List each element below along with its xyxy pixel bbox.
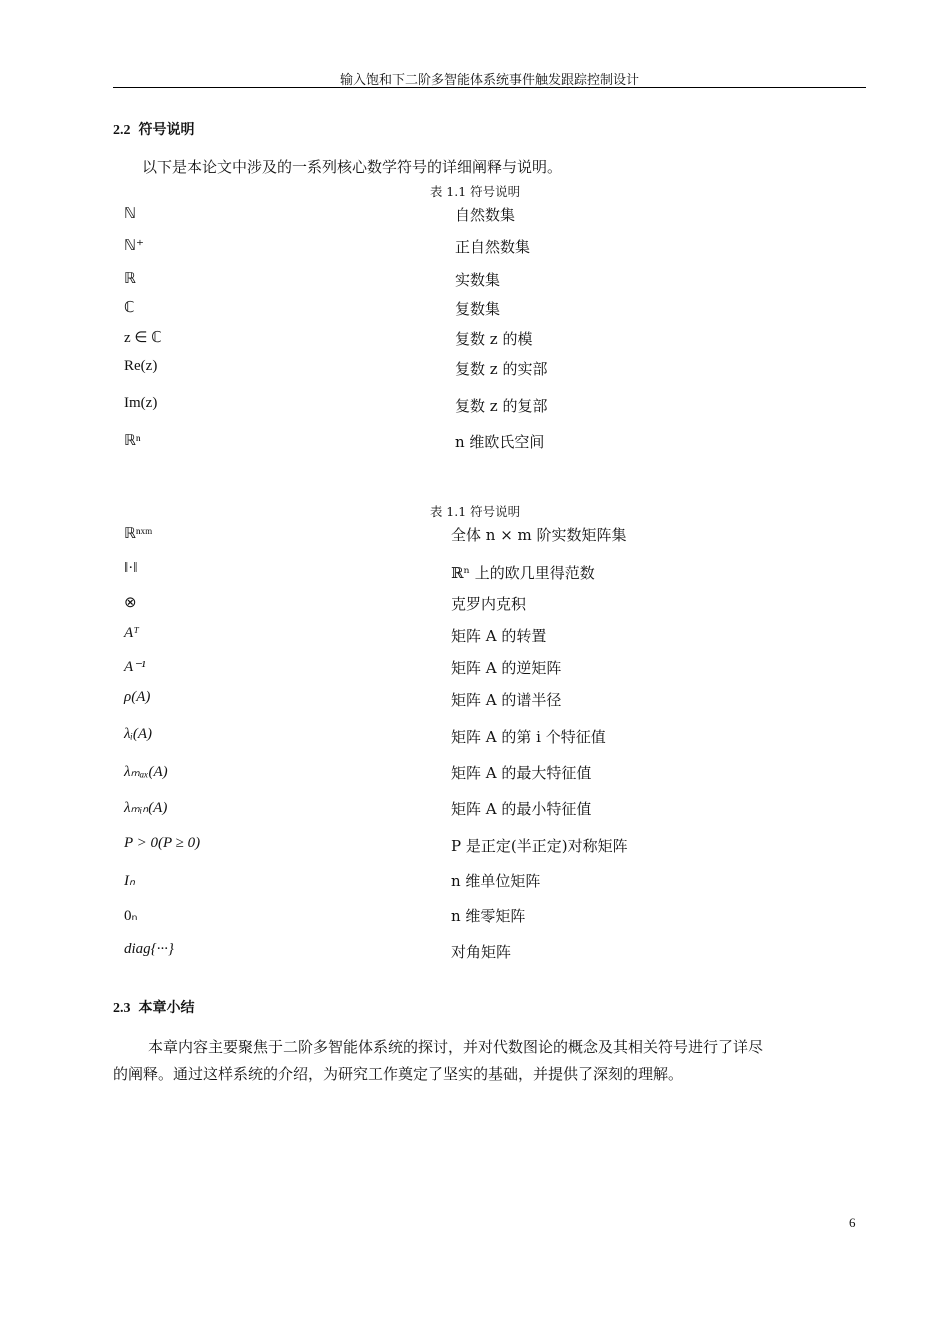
table-row-symbol: λₘᵢₙ(A) bbox=[124, 800, 168, 816]
table-row-symbol: ℕ bbox=[124, 206, 137, 222]
table-caption-1: 表 1.1 符号说明 bbox=[429, 184, 521, 199]
table-row-desc: n 维欧氏空间 bbox=[455, 433, 545, 451]
table-row-symbol: ‖·‖ bbox=[124, 560, 138, 576]
summary-line-2: 的阐释。通过这样系统的介绍，为研究工作奠定了坚实的基础，并提供了深刻的理解。 bbox=[113, 1065, 684, 1083]
table-row-symbol: 0ₙ bbox=[124, 908, 138, 924]
table-row-symbol: ρ(A) bbox=[124, 689, 151, 705]
table-row-desc: P 是正定(半正定)对称矩阵 bbox=[451, 837, 628, 855]
table-row-desc: 正自然数集 bbox=[455, 238, 531, 256]
section-number: 2.2 bbox=[113, 123, 131, 138]
table-row-desc: 自然数集 bbox=[455, 206, 516, 224]
table-row-symbol: z ∈ ℂ bbox=[124, 330, 162, 346]
table-row-symbol: diag{···} bbox=[124, 941, 174, 957]
section-heading-2-3 bbox=[113, 997, 195, 1017]
table-row-symbol: P > 0(P ≥ 0) bbox=[124, 835, 201, 851]
table-row-symbol: ℝⁿˣᵐ bbox=[124, 526, 153, 542]
table-row-symbol: ⊗ bbox=[124, 595, 137, 611]
section-title: 符号说明 bbox=[138, 122, 195, 138]
table-row-desc: 矩阵 A 的最大特征值 bbox=[451, 764, 592, 782]
table-row-desc: 复数 z 的实部 bbox=[455, 360, 548, 378]
table-row-symbol: λᵢ(A) bbox=[124, 726, 153, 742]
table-row-symbol: A⁻¹ bbox=[124, 659, 146, 675]
table-row-desc: 复数 z 的复部 bbox=[455, 397, 548, 415]
table-row-symbol: Im(z) bbox=[124, 395, 158, 411]
section-number: 2.3 bbox=[113, 1001, 131, 1016]
table-row-desc: 复数 z 的模 bbox=[455, 330, 533, 348]
section-heading-2-2 bbox=[113, 119, 195, 139]
table-row-desc: 复数集 bbox=[455, 300, 501, 318]
table-row-desc: n 维零矩阵 bbox=[451, 907, 526, 925]
table-row-symbol: Iₙ bbox=[124, 873, 135, 889]
page-number: 6 bbox=[849, 1215, 856, 1230]
table-row-desc: 矩阵 A 的谱半径 bbox=[451, 691, 562, 709]
table-row-desc: 矩阵 A 的最小特征值 bbox=[451, 800, 592, 818]
table-row-symbol: ℝⁿ bbox=[124, 433, 141, 449]
table-row-symbol: ℂ bbox=[124, 300, 135, 316]
table-row-desc: 全体 n × m 阶实数矩阵集 bbox=[451, 526, 627, 544]
summary-line-1: 本章内容主要聚焦于二阶多智能体系统的探讨，并对代数图论的概念及其相关符号进行了详尽 bbox=[148, 1038, 764, 1056]
table-row-symbol: Re(z) bbox=[124, 358, 158, 374]
table-row-desc: ℝⁿ 上的欧几里得范数 bbox=[451, 564, 595, 582]
header-rule bbox=[113, 87, 866, 88]
section-title: 本章小结 bbox=[138, 1000, 195, 1016]
table-row-desc: 矩阵 A 的转置 bbox=[451, 627, 547, 645]
running-header: 输入饱和下二阶多智能体系统事件触发跟踪控制设计 bbox=[339, 73, 639, 88]
intro-paragraph: 以下是本论文中涉及的一系列核心数学符号的详细阐释与说明。 bbox=[142, 158, 563, 176]
table-row-desc: 实数集 bbox=[455, 271, 501, 289]
table-row-symbol: ℕ⁺ bbox=[124, 238, 144, 254]
table-row-desc: 克罗内克积 bbox=[451, 595, 527, 613]
table-row-symbol: ℝ bbox=[124, 271, 136, 287]
table-row-desc: n 维单位矩阵 bbox=[451, 872, 541, 890]
table-caption-2: 表 1.1 符号说明 bbox=[429, 504, 521, 519]
table-row-desc: 矩阵 A 的逆矩阵 bbox=[451, 659, 562, 677]
table-row-symbol: λₘₐₓ(A) bbox=[124, 764, 168, 780]
table-row-symbol: Aᵀ bbox=[124, 625, 139, 641]
table-row-desc: 对角矩阵 bbox=[451, 943, 512, 961]
table-row-desc: 矩阵 A 的第 i 个特征值 bbox=[451, 728, 606, 746]
